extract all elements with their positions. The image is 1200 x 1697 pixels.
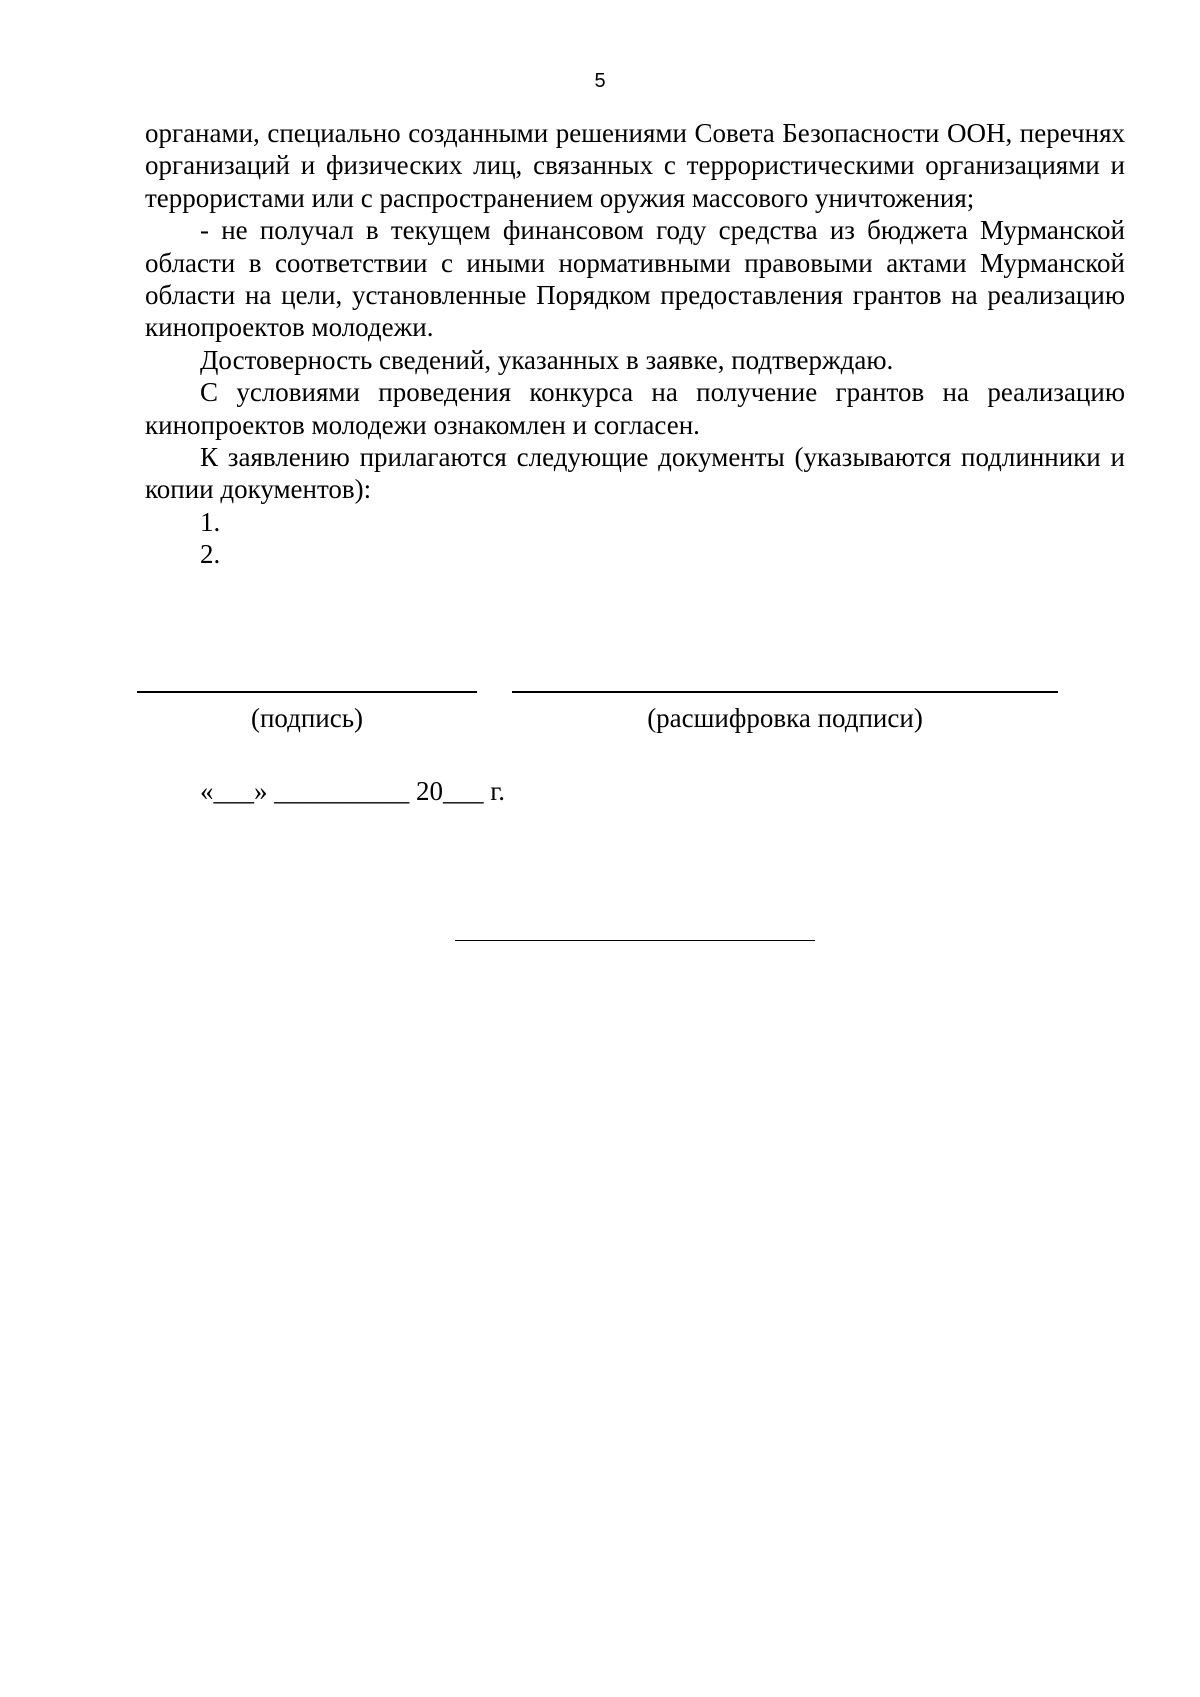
signature-decoding-caption: (расшифровка подписи)	[647, 703, 923, 733]
paragraph-conditions: С условиями проведения конкурса на получение грантов на реализацию кинопроектов молодежи ознакомлен и согласен.	[145, 377, 1125, 440]
paragraph-budget-funds: - не получал в текущем финансовом году средства из бюджета Мурманской области в соответствии с иными нормативными правовыми актами Мурманской области на цели, установленные Порядком предоставления грантов на реализацию кинопроектов молодежи.	[145, 215, 1125, 343]
end-of-document-line	[455, 940, 815, 941]
paragraph-continuation: органами, специально созданными решениями Совета Безопасности ООН, перечнях организаций и физических лиц, связанных с террористическими организациями и террористами или с распространением оружия массового уничтожения;	[145, 118, 1125, 213]
signature-line	[137, 691, 477, 693]
date-line: «___» __________ 20___ г.	[200, 776, 506, 806]
attachment-list-item: 1.	[200, 506, 221, 537]
page-number: 5	[594, 70, 606, 92]
signature-caption: (подпись)	[250, 703, 364, 733]
paragraph-confirmation: Достоверность сведений, указанных в заявке, подтверждаю.	[200, 344, 894, 375]
paragraph-attachments: К заявлению прилагаются следующие документы (указываются подлинники и копии документов):	[145, 442, 1125, 505]
signature-decoding-line	[512, 691, 1058, 693]
body-text	[145, 117, 1125, 571]
attachment-list-item: 2.	[200, 539, 221, 570]
